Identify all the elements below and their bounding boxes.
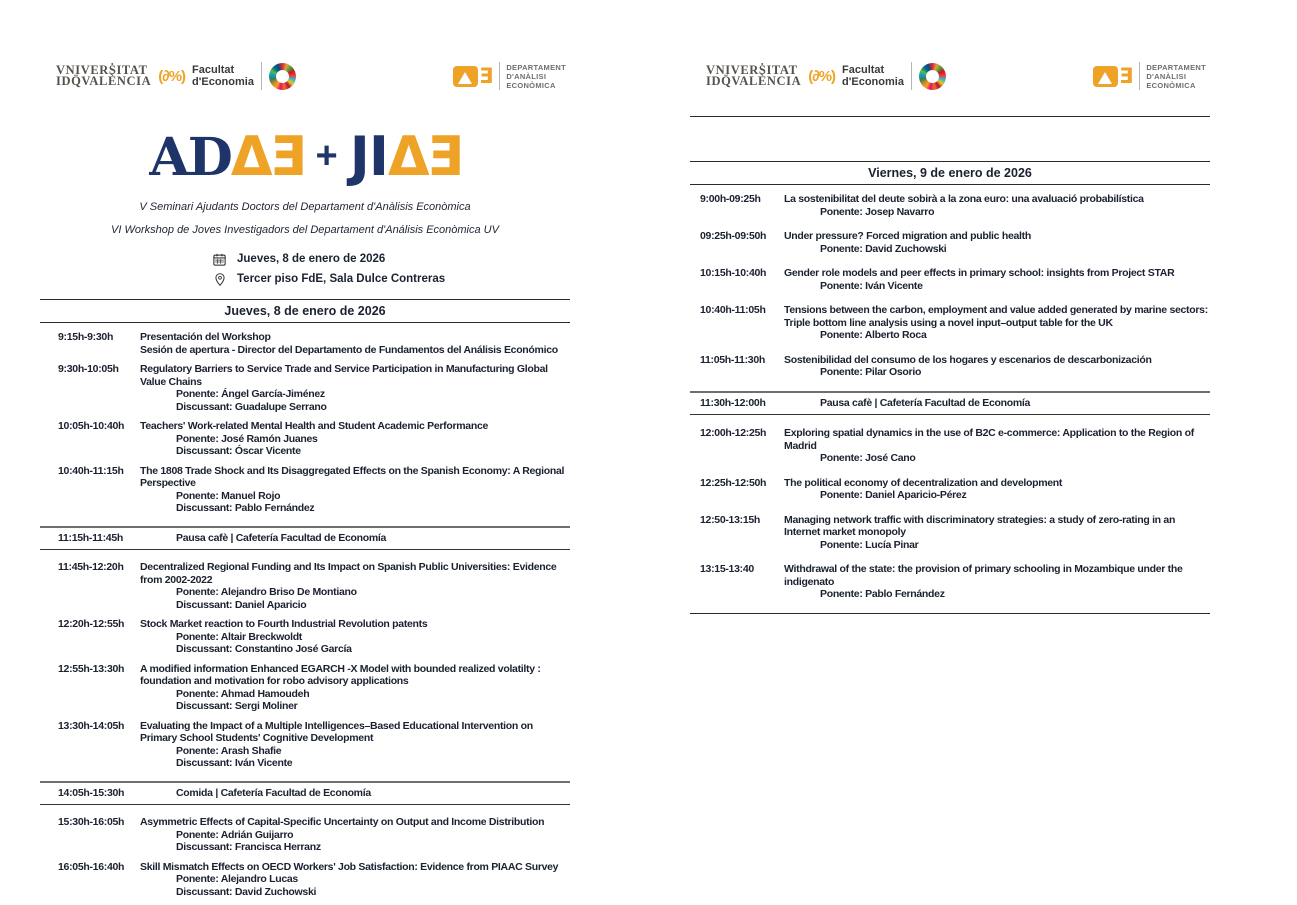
session-row (690, 230, 1210, 255)
session-row (40, 363, 570, 413)
dept-line2: D'ANÀLISI (1146, 71, 1187, 81)
adae-jiae-logo (40, 124, 570, 190)
header-rule (690, 116, 1210, 117)
session-title: Pausa cafè | Cafetería Facultad de Economía (176, 531, 387, 544)
uv-faculty-logo (40, 62, 296, 90)
session-title: Decentralized Regional Funding and Its Impact on Spanish Public Universities: Evidence from 2002-2022 (140, 561, 557, 586)
session-ponente: Ponente: José Ramón Juanes (176, 432, 318, 445)
session-title: Sostenibilidad del consumo de los hogares y escenarios de descarbonización (784, 353, 1152, 366)
session-row (40, 561, 570, 611)
session-time: 9:30h-10:05h (58, 363, 119, 375)
session-time: 11:05h-11:30h (700, 353, 765, 366)
session-row (40, 618, 570, 656)
session-ponente: Ponente: Pilar Osorio (820, 366, 922, 378)
dept-label (506, 63, 566, 90)
dept-analisi-economica-logo (453, 62, 570, 90)
session-row (40, 663, 570, 713)
session-body (140, 663, 570, 713)
banner-plus: + (315, 135, 338, 177)
banner-ad: AD (149, 127, 231, 188)
session-title: Evaluating the Impact of a Multiple Intelligences–Based Educational Intervention on Primary School Students' Cognitive Development (140, 719, 533, 744)
session-row (40, 420, 570, 458)
event-location: Tercer piso FdE, Sala Dulce Contreras (237, 273, 446, 285)
session-title: Teachers' Work-related Mental Health and Student Academic Performance (140, 420, 489, 432)
faculty-line2: d'Economia (842, 76, 904, 88)
session-subtitle: Sesión de apertura - Director del Departamento de Fundamentos del Análisis Económico (140, 343, 558, 356)
session-time: 10:40h-11:05h (700, 304, 766, 316)
session-title: Comida | Cafetería Facultad de Economía (176, 786, 371, 799)
dept-line3: ECONÒMICA (1146, 80, 1196, 90)
session-discussant: Discussant: David Zuchowski (176, 885, 317, 898)
session-body (784, 514, 1210, 552)
faculty-label (842, 64, 904, 88)
session-time: 12:20h-12:55h (58, 618, 125, 630)
header-logos (690, 62, 1210, 108)
session-body (140, 420, 570, 458)
session-time: 13:30h-14:05h (58, 719, 125, 732)
session-time: 11:15h-11:45h (58, 531, 123, 544)
session-time: 09:25h-09:50h (700, 230, 767, 242)
session-body (140, 720, 570, 770)
session-time: 16:05h-16:40h (58, 860, 125, 873)
session-body (140, 816, 570, 854)
uv-wordmark (706, 62, 802, 88)
session-title: Pausa cafè | Cafetería Facultad de Economía (820, 396, 1031, 409)
session-ponente: Ponente: Alejandro Briso De Montiano (176, 586, 357, 598)
session-title: La sostenibilitat del deute sobirà a la zona euro: una avaluació probabilística (784, 193, 1144, 205)
session-title: The 1808 Trade Shock and Its Disaggregated Effects on the Spanish Economy: A Regional Perspective (140, 464, 565, 489)
banner-ae2: ΔƎ (387, 125, 461, 188)
banner-ji: JI (349, 125, 388, 188)
session-ponente: Ponente: Alberto Roca (820, 329, 927, 341)
session-title: Withdrawal of the state: the provision of primary schooling in Mozambique under the indigenato (784, 563, 1183, 588)
session-ponente: Ponente: Alejandro Lucas (176, 873, 298, 885)
session-body (784, 477, 1210, 502)
session-time: 12:55h-13:30h (58, 662, 125, 675)
session-ponente: Ponente: Pablo Fernández (820, 588, 945, 600)
banner-ae1: ΔƎ (230, 125, 304, 188)
ae-mark-icon: Ǝ (453, 66, 493, 87)
session-title: Exploring spatial dynamics in the use of B2C e-commerce: Application to the Region of Madrid (784, 427, 1194, 452)
session-discussant: Discussant: Constantino José García (176, 643, 352, 655)
session-row (690, 477, 1210, 502)
session-title: Gender role models and peer effects in primary school: insights from Project STAR (784, 267, 1175, 279)
session-ponente: Ponente: Adrián Guijarro (176, 828, 294, 841)
day1-section-header: Jueves, 8 de enero de 2026 (40, 299, 570, 323)
session-body (140, 561, 570, 611)
logo-divider (1139, 62, 1140, 90)
session-time: 12:00h-12:25h (700, 427, 767, 439)
uv-wordmark-line1: VNIVERṠITAT (56, 62, 148, 77)
session-ponente: Ponente: Josep Navarro (820, 205, 935, 218)
session-body (784, 427, 1210, 465)
session-row (40, 861, 570, 899)
session-ponente: Ponente: Altair Breckwoldt (176, 630, 302, 643)
day1-schedule (40, 331, 570, 898)
session-time: 10:40h-11:15h (58, 464, 124, 477)
session-time: 12:25h-12:50h (700, 476, 767, 489)
dept-line3: ECONÒMICA (506, 80, 556, 90)
dept-label (1146, 63, 1206, 90)
header-logos (40, 62, 570, 108)
session-title: Stock Market reaction to Fourth Industrial Revolution patents (140, 618, 428, 630)
logo-divider (499, 62, 500, 90)
session-time: 11:45h-12:20h (58, 561, 124, 573)
session-time: 15:30h-16:05h (58, 816, 125, 828)
uv-brackets-icon: (∂%) (158, 67, 186, 85)
session-body (784, 304, 1210, 342)
faculty-line1: Facultat (192, 64, 235, 76)
session-discussant: Discussant: Guadalupe Serrano (176, 400, 327, 413)
session-ponente: Ponente: Ángel García-Jiménez (176, 388, 325, 400)
session-row (690, 354, 1210, 379)
ae-mark-icon: Ǝ (1093, 66, 1133, 87)
session-row (690, 563, 1210, 601)
dept-analisi-economica-logo (1093, 62, 1210, 90)
session-body (140, 532, 570, 545)
session-title: Managing network traffic with discriminatory strategies: a study of zero-rating in an Internet market monopoly (784, 513, 1176, 538)
session-time: 13:15-13:40 (700, 563, 754, 575)
event-info (212, 249, 570, 289)
session-row (690, 267, 1210, 292)
sdg-wheel-icon (269, 63, 296, 90)
session-ponente: Ponente: Manuel Rojo (176, 489, 281, 502)
sdg-wheel-icon (919, 63, 946, 90)
session-discussant: Discussant: Iván Vicente (176, 757, 293, 769)
session-body (140, 861, 570, 899)
break-row (40, 781, 570, 806)
session-title: Asymmetric Effects of Capital-Specific Uncertainty on Output and Income Distribution (140, 816, 545, 828)
session-ponente: Ponente: Arash Shafie (176, 744, 282, 757)
session-title: Regulatory Barriers to Service Trade and Service Participation in Manufacturing Global Value Chains (140, 363, 548, 388)
session-time: 10:15h-10:40h (700, 267, 767, 279)
session-row (40, 465, 570, 515)
session-body (784, 230, 1210, 255)
session-body (140, 363, 570, 413)
faculty-line2: d'Economia (192, 76, 254, 88)
session-discussant: Discussant: Sergi Moliner (176, 700, 298, 712)
session-ponente: Ponente: Lucía Pinar (820, 538, 919, 551)
uv-wordmark-line2: IDQ̈VALÈNCIA (56, 74, 152, 88)
faculty-line1: Facultat (842, 64, 885, 76)
seminar-subtitle-1: V Seminari Ajudants Doctors del Departament d'Anàlisis Econòmica (139, 201, 471, 213)
dept-line2: D'ANÀLISI (506, 71, 547, 81)
dept-line1: DEPARTAMENT (1146, 62, 1206, 72)
session-body (784, 267, 1210, 292)
session-body (140, 618, 570, 656)
session-title: The political economy of decentralization and development (784, 476, 1063, 489)
footer-rule (690, 613, 1210, 614)
session-time: 11:30h-12:00h (700, 396, 766, 409)
seminar-subtitle-2: VI Workshop de Joves Investigadors del Departament d'Análisis Econòmica UV (111, 224, 499, 236)
session-ponente: Ponente: David Zuchowski (820, 242, 947, 255)
session-discussant: Discussant: Óscar Vicente (176, 445, 301, 457)
session-title: Under pressure? Forced migration and public health (784, 230, 1031, 242)
day2-section-header: Viernes, 9 de enero de 2026 (690, 161, 1210, 185)
session-time: 9:15h-9:30h (58, 331, 114, 343)
session-row (40, 331, 570, 356)
session-row (690, 427, 1210, 465)
event-date: Jueves, 8 de enero de 2026 (237, 253, 386, 265)
session-row (690, 193, 1210, 218)
uv-wordmark-line1: VNIVERṠITAT (706, 62, 798, 77)
session-ponente: Ponente: José Cano (820, 452, 916, 464)
session-time: 9:00h-09:25h (700, 193, 761, 205)
logo-divider (911, 62, 912, 90)
session-time: 10:05h-10:40h (58, 420, 125, 432)
break-row (690, 391, 1210, 416)
session-discussant: Discussant: Pablo Fernández (176, 502, 315, 514)
session-row (40, 816, 570, 854)
uv-wordmark (56, 62, 152, 88)
session-discussant: Discussant: Francisca Herranz (176, 841, 321, 853)
session-row (40, 720, 570, 770)
location-pin-icon (212, 272, 227, 287)
session-body (140, 465, 570, 515)
session-body (784, 397, 1210, 410)
uv-faculty-logo (690, 62, 946, 90)
session-title: Presentación del Workshop (140, 331, 271, 343)
session-ponente: Ponente: Iván Vicente (820, 279, 923, 292)
faculty-label (192, 64, 254, 88)
logo-divider (261, 62, 262, 90)
session-time: 12:50-13:15h (700, 513, 761, 526)
dept-line1: DEPARTAMENT (506, 62, 566, 72)
session-discussant: Discussant: Daniel Aparicio (176, 598, 307, 611)
session-time: 14:05h-15:30h (58, 786, 125, 799)
program-page-day1 (40, 62, 570, 905)
session-body (140, 331, 570, 356)
session-body (140, 787, 570, 800)
session-body (784, 193, 1210, 218)
session-title: A modified information Enhanced EGARCH -X Model with bounded realized volatilty : foundation and motivation for robo advisory applications (140, 662, 541, 687)
day2-schedule (690, 193, 1210, 601)
session-title: Tensions between the carbon, employment and value added generated by marine sectors: Triple bottom line analysis using a novel input–output table for the UK (784, 304, 1208, 329)
session-row (690, 304, 1210, 342)
break-row (40, 526, 570, 551)
uv-wordmark-line2: IDQ̈VALÈNCIA (706, 74, 802, 88)
session-body (784, 354, 1210, 379)
uv-brackets-icon: (∂%) (808, 67, 836, 85)
session-ponente: Ponente: Ahmad Hamoudeh (176, 687, 310, 700)
calendar-icon (212, 252, 227, 267)
session-row (690, 514, 1210, 552)
session-title: Skill Mismatch Effects on OECD Workers' Job Satisfaction: Evidence from PIAAC Survey (140, 860, 559, 873)
session-ponente: Ponente: Daniel Aparicio-Pérez (820, 489, 967, 501)
session-body (784, 563, 1210, 601)
program-page-day2 (690, 62, 1210, 614)
